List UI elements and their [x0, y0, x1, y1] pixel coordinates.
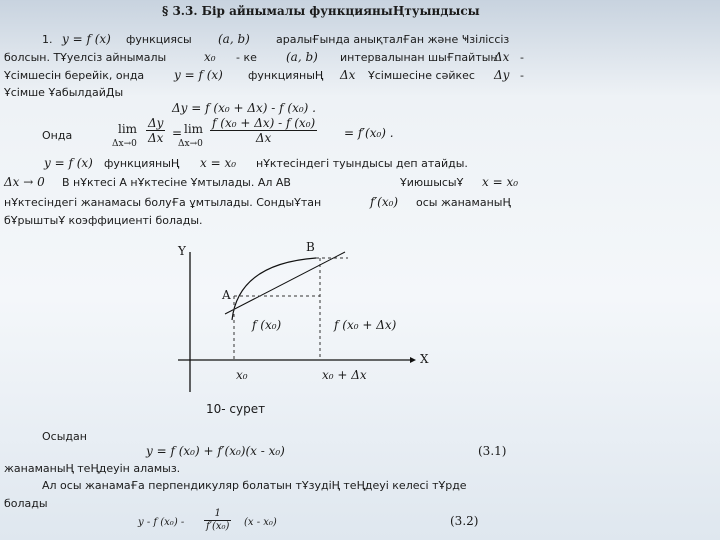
text-b-point: В нҰктесі А нҰктесіне Ұмтылады. Ал АВ	[62, 176, 291, 189]
normal-right: (x - x₀)	[244, 517, 277, 528]
frac-diff-num: f (x₀ + Δx) - f (x₀)	[212, 116, 316, 130]
formula-f-prime-x0: f′(x₀)	[370, 195, 399, 209]
text-kiyushy: ҰиюшысыҰ	[400, 176, 464, 189]
text-osydan: Осыдан	[42, 430, 87, 443]
text-dash-2: -	[520, 69, 524, 82]
axis-y-label: Y	[178, 244, 186, 258]
eq-number-3-2: (3.2)	[450, 514, 479, 528]
text-dash: -	[520, 51, 524, 64]
formula-dx: Δx	[494, 50, 510, 64]
formula-x-eq-x0-2: x = x₀	[482, 175, 519, 189]
formula-y-fx: y = f (x)	[62, 32, 111, 46]
lim-2-label: lim	[184, 122, 204, 136]
eq-number-3-1: (3.1)	[478, 444, 507, 458]
text-osim-2: Ұсімшесіне сәйкес	[368, 69, 475, 82]
text-perpendicular: Ал осы жанамаҒа перпендикуляр болатын тҰзудіҢ теҢдеуі келесі тҰрде	[42, 479, 467, 492]
normal-frac-den: f′(x₀)	[206, 521, 230, 532]
formula-dx-to-0: Δx → 0	[4, 175, 45, 189]
text-interval: интервалынан шыҒпайтын	[340, 51, 498, 64]
formula-y-fx-2: y = f (x)	[174, 68, 223, 82]
text-osim-3: Ұсімше ҰабылдайДы	[4, 86, 124, 99]
section-heading: § 3.3. Бір айнымалы функцияныҢтуындысы	[162, 4, 480, 18]
text-koeff: бҰрыштыҰ коэффициенті болады.	[4, 214, 203, 227]
frac-dy: Δy	[148, 116, 164, 130]
axis-x-label: X	[420, 352, 429, 366]
text-ke: - ке	[236, 51, 257, 64]
formula-dy: Δy	[494, 68, 510, 82]
text-osim: Ұсімшесін берейік, онда	[4, 69, 145, 82]
point-a-label: A	[222, 288, 231, 302]
label-x0-dx: x₀ + Δx	[322, 368, 367, 382]
frac-dx: Δx	[148, 131, 164, 145]
text-bolady: болады	[4, 497, 48, 510]
text-nukte: нҰктесіндегі туындысы деп атайды.	[256, 157, 468, 170]
lim-2-sub: Δx→0	[178, 139, 203, 149]
formula-x-eq-x0: x = x₀	[200, 156, 237, 170]
normal-frac-num: 1	[204, 508, 231, 521]
x-axis-arrow	[410, 357, 416, 363]
text-funk-3: функцияныҢ	[104, 157, 180, 170]
eq-sign: =	[172, 126, 183, 140]
secant-line	[225, 252, 345, 314]
formula-dx-2: Δx	[340, 68, 356, 82]
text-osy-zhanama: осы жанаманыҢ	[416, 196, 511, 209]
formula-tangent: y = f (x₀) + f′(x₀)(x - x₀)	[146, 444, 285, 458]
text-funk: функциясы	[126, 33, 192, 46]
text-onda: Онда	[42, 129, 73, 142]
formula-interval: (a, b)	[218, 32, 250, 46]
point-b-label: B	[306, 240, 315, 254]
normal-left: y - f (x₀) -	[138, 517, 185, 528]
normal-frac	[204, 508, 231, 533]
lim-1-sub: Δx→0	[112, 139, 137, 149]
figure-caption: 10- сурет	[206, 402, 266, 416]
formula-y-fx-3: y = f (x)	[44, 156, 93, 170]
label-fx0: f (x₀)	[252, 318, 282, 332]
derivative-result: = f′(x₀) .	[344, 126, 394, 140]
label-x0: x₀	[236, 368, 248, 382]
text-aralik: аралыҒында анықталҒан және Ҹзіліссіз	[276, 33, 510, 46]
frac-diff-den: Δx	[255, 131, 272, 145]
text-bolsyn: болсын. ТҰуелсіз айнымалы	[4, 51, 167, 64]
text-zhanama: нҰктесіндегі жанамасы болуҒа ұмтылады. СондыҰтан	[4, 196, 322, 209]
text-funk-2: функцияныҢ	[248, 69, 324, 82]
item-number: 1.	[42, 33, 53, 46]
label-fx0-dx: f (x₀ + Δx)	[334, 318, 397, 332]
text-tangent-eq: жанаманыҢ теҢдеуін аламыз.	[4, 462, 181, 475]
formula-delta-y: Δy = f (x₀ + Δx) - f (x₀) .	[172, 101, 316, 115]
formula-x0: x₀	[204, 50, 216, 64]
lim-1-label: lim	[118, 122, 138, 136]
formula-interval-2: (a, b)	[286, 50, 318, 64]
